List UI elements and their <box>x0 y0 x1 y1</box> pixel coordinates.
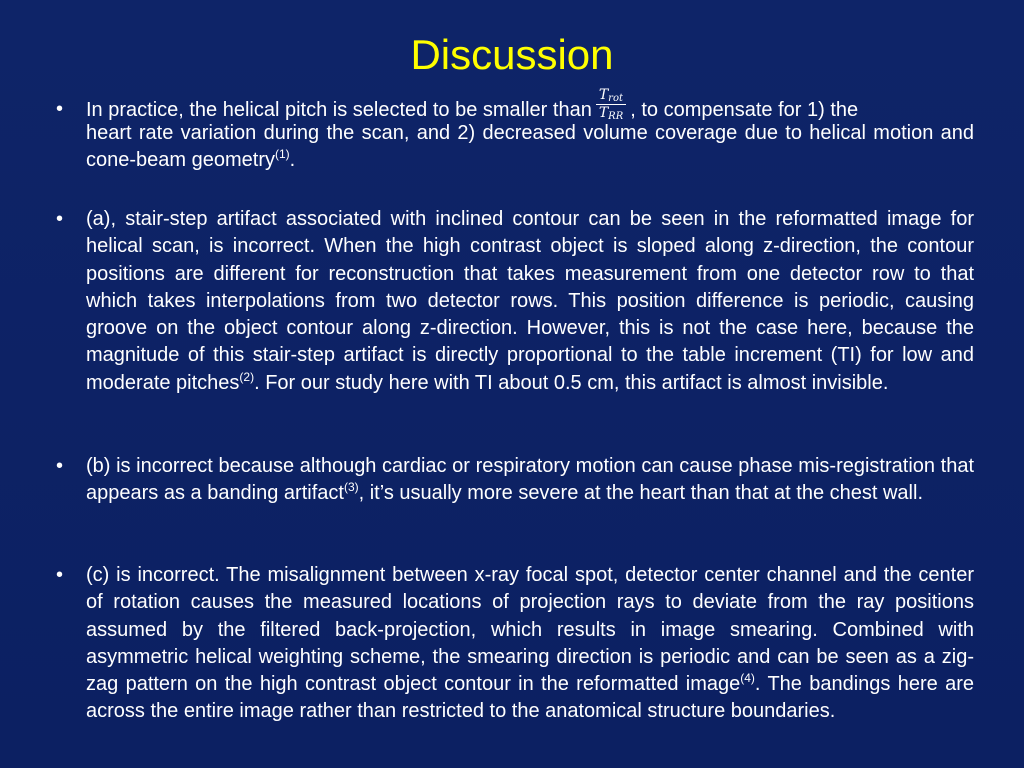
bullet-stair-step <box>56 206 974 397</box>
slide-title: Discussion <box>410 31 614 78</box>
bullet-text: heart rate variation during the scan, and 2) decreased volume coverage due to helical motion and cone-beam geometry <box>86 122 974 172</box>
bullet-text: In practice, the helical pitch is selected to be smaller than <box>86 99 592 121</box>
bullet-dot: • <box>56 208 64 230</box>
fraction-denominator: $T_{RR}$ <box>598 105 624 123</box>
fraction-numerator: $T_{rot}$ <box>596 87 626 105</box>
reference-marker: (3) <box>343 480 359 495</box>
bullet-dot: • <box>56 564 64 586</box>
bullet-pitch <box>56 86 974 175</box>
bullet-misalignment <box>56 562 974 726</box>
pitch-fraction <box>596 87 626 122</box>
bullet-text: (a), stair-step artifact associated with inclined contour can be seen in the reformatted image for helical scan, is incorrect. When the high contrast object is sloped along z-direction, the contour positions are different for reconstruction that takes measurement from one detector row to that which takes interpolations from two detector rows. This position difference is periodic, causing groove on the object contour along z-direction. However, this is not the case here, because the magnitude of this stair-step artifact is directly proportional to the table increment (TI) for low and moderate pitches <box>86 208 974 394</box>
bullet-text: (c) is incorrect. The misalignment between x-ray focal spot, detector center channel and the center of rotation causes the measured locations of projection rays to deviate from the ray positions assumed by the filtered back-projection, which results in image smearing. Combined with asymmetric helical weighting scheme, the smearing direction is periodic and can be seen as a zig-zag pattern on the high contrast object contour in the reformatted image <box>86 564 974 696</box>
bullet-text: . For our study here with TI about 0.5 cm, this artifact is almost invisible. <box>254 371 889 394</box>
bullet-text: . The bandings here are across the entire image rather than restricted to the anatomical structure boundaries. <box>86 673 974 723</box>
reference-marker: (4) <box>740 671 755 686</box>
reference-marker: (2) <box>239 369 255 384</box>
bullet-dot: • <box>56 455 64 477</box>
bullet-text: , to compensate for 1) the <box>630 99 859 121</box>
bullet-text: (b) is incorrect because although cardiac or respiratory motion can cause phase mis-registration that appears as a banding artifact <box>86 455 974 505</box>
bullet-dot: • <box>56 98 64 120</box>
bullet-motion <box>56 453 974 508</box>
bullet-body: heart rate variation during the scan, and 2) decreased volume coverage due to helical motion and cone-beam geometry$^{(1)}$. <box>86 122 974 172</box>
bullet-text: , it’s usually more severe at the heart than that at the chest wall. <box>358 482 923 505</box>
reference-marker: (1) <box>274 147 290 162</box>
